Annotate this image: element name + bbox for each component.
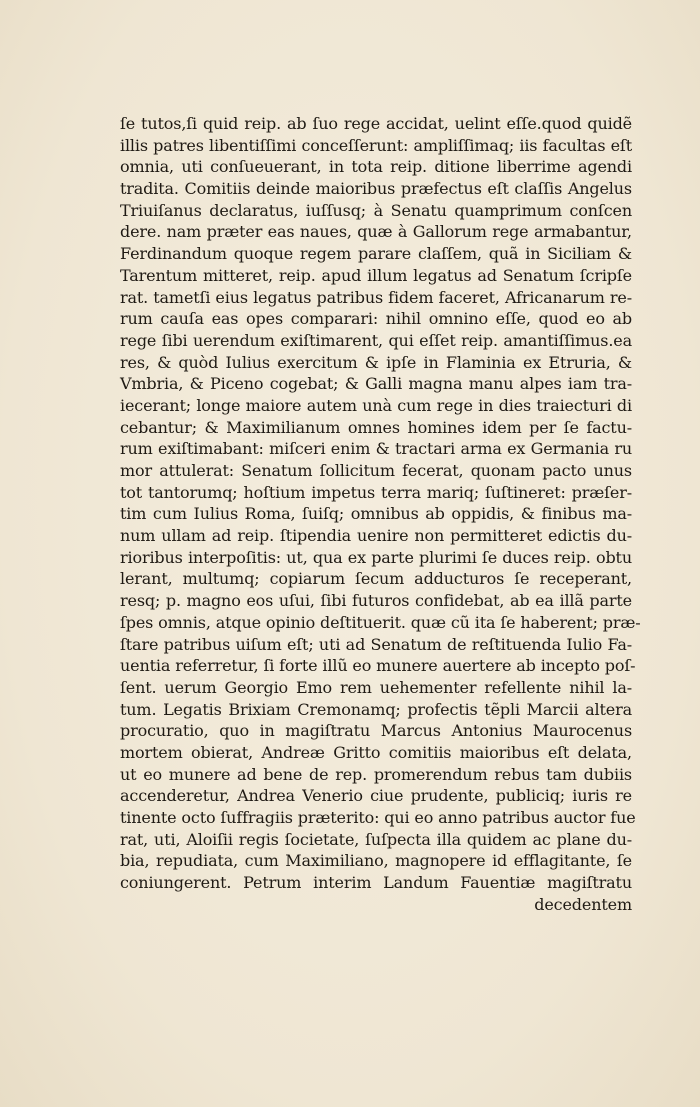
text-line: decedentem: [534, 894, 632, 914]
text-line: rum cauſa eas opes comparari: nihil omnino eſſe, quod eo ab: [120, 309, 632, 329]
text-line: procuratio, quo in magiſtratu Marcus Antonius Maurocenus: [120, 721, 632, 741]
text-line: num ullam ad reip. ſtipendia uenire non permitteret edictis du-: [120, 526, 632, 546]
text-line: rioribus interpoſitis: ut, qua ex parte plurimi ſe duces reip. obtu: [120, 547, 632, 567]
body-text: [120, 113, 641, 915]
text-line: illis patres libentiſſimi conceſſerunt: ampliſſimaq; iis facultas eſt: [120, 135, 632, 155]
text-line: ſe tutos,ſi quid reip. ab ſuo rege accidat, uelint eſſe.quod quidẽ: [120, 114, 632, 133]
text-line: ſtare patribus uiſum eſt; uti ad Senatum de reſtituenda Iulio Fa-: [120, 634, 632, 654]
text-line: res, & quòd Iulius exercitum & ipſe in Flaminia ex Etruria, &: [120, 352, 632, 372]
text-line: resq; p. magno eos uſui, ſibi futuros confidebat, ab ea illã parte: [120, 591, 632, 611]
text-line: rat, uti, Aloiſii regis ſocietate, ſuſpecta illa quidem ac plane du-: [120, 829, 632, 849]
text-line: rege ſibi uerendum exiſtimarent, qui eſſet reip. amantiſſimus.ea: [120, 330, 632, 350]
text-line: cebantur; & Maximilianum omnes homines idem per ſe factu-: [120, 417, 632, 437]
text-line: tinente octo ſuffragiis præterito: qui eo anno patribus auctor fue: [120, 808, 636, 827]
text-line: Ferdinandum quoque regem parare claſſem, quã in Siciliam &: [120, 244, 632, 264]
text-line: rum exiſtimabant: miſceri enim & tractari arma ex Germania ru: [120, 439, 632, 459]
text-line: tum. Legatis Brixiam Cremonamq; profectis tẽpli Marcii altera: [120, 699, 632, 719]
text-line: dere. nam præter eas naues, quæ à Gallorum rege armabantur,: [120, 222, 632, 242]
text-line: lerant, multumq; copiarum ſecum adducturos ſe receperant,: [120, 569, 632, 589]
text-line: iecerant; longe maiore autem unà cum rege in dies traiecturi di: [120, 395, 632, 415]
text-line: tim cum Iulius Roma, ſuiſq; omnibus ab oppidis, & finibus ma-: [120, 504, 632, 524]
text-line: ſent. uerum Georgio Emo rem uehementer refellente nihil la-: [120, 677, 632, 697]
text-line: Triuiſanus declaratus, iuſſusq; à Senatu quamprimum conſcen: [120, 200, 632, 220]
text-line: omnia, uti conſueuerant, in tota reip. ditione liberrime agendi: [120, 157, 632, 177]
text-line: tot tantorumq; hoſtium impetus terra mariq; ſuſtineret: præſer-: [120, 482, 632, 502]
text-line: Tarentum mitteret, reip. apud illum legatus ad Senatum ſcripſe: [120, 265, 632, 285]
text-line: mortem obierat, Andreæ Gritto comitiis maioribus eſt delata,: [120, 742, 632, 762]
text-line: accenderetur, Andrea Venerio ciue prudente, publiciq; iuris re: [120, 786, 632, 806]
text-line: rat. tametſi eius legatus patribus fidem faceret, Africanarum re-: [120, 287, 632, 307]
text-line: tradita. Comitiis deinde maioribus præfectus eſt claſſis Angelus: [120, 179, 632, 199]
text-line: Vmbria, & Piceno cogebat; & Galli magna manu alpes iam tra-: [120, 374, 632, 394]
text-line: coniungerent. Petrum interim Landum Fauentiæ magiſtratu: [120, 873, 632, 893]
text-line: mor attulerat: Senatum ſollicitum fecerat, quonam pacto unus: [120, 461, 632, 480]
text-line: uentia referretur, ſi forte illũ eo munere auertere ab incepto poſ-: [120, 656, 636, 676]
text-line: ſpes omnis, atque opinio deſtituerit. quæ cũ ita ſe haberent; præ-: [120, 612, 641, 632]
text-line: ut eo munere ad bene de rep. promerendum rebus tam dubiis: [120, 764, 632, 784]
text-line: bia, repudiata, cum Maximiliano, magnopere id efflagitante, ſe: [120, 851, 632, 871]
